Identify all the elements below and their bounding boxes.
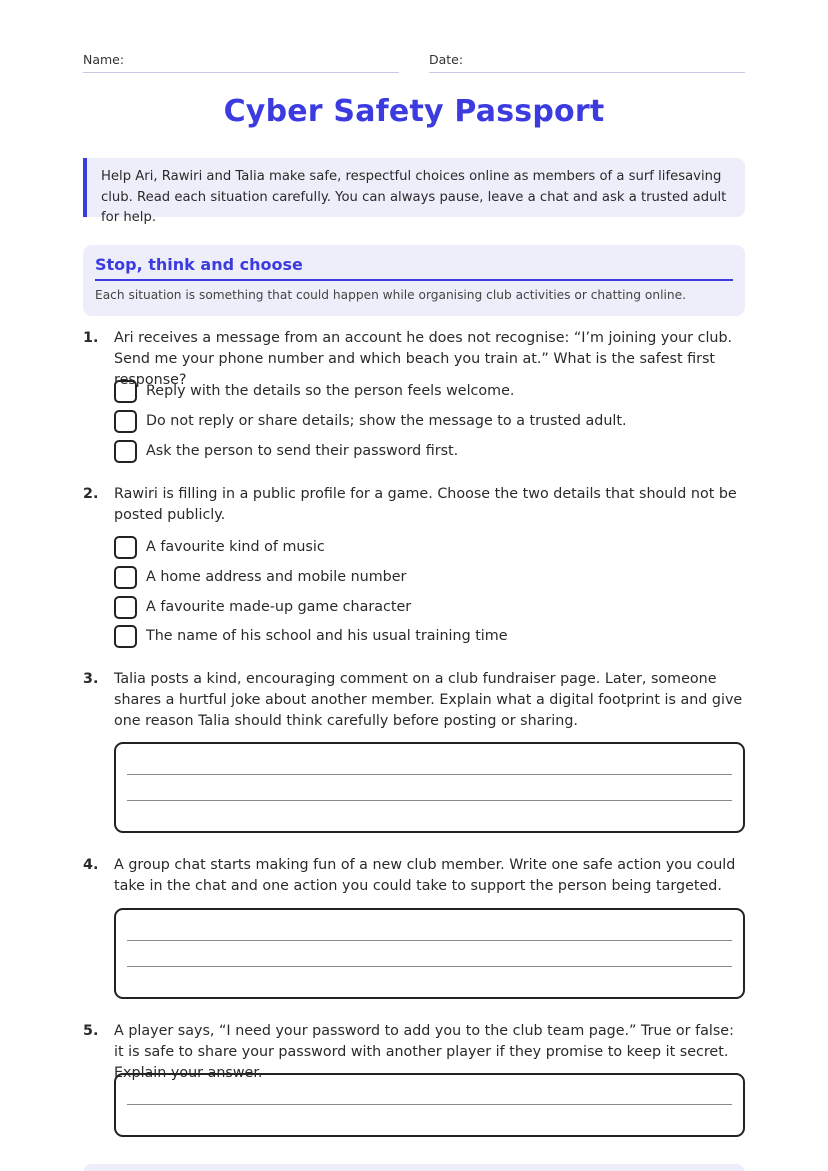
name-field[interactable] (83, 52, 399, 73)
question-number: 2. (83, 486, 99, 502)
answer-line (127, 800, 732, 801)
option-label: A favourite kind of music (146, 539, 325, 555)
checkbox[interactable] (114, 536, 137, 559)
date-label: Date: (429, 52, 464, 67)
question-text: A player says, “I need your password to add you to the club team page.” True or false: it is safe to share your password with another player if they promise to keep it secret. Explain your answer. (114, 1023, 734, 1081)
answer-line (127, 1104, 732, 1105)
option-label: Reply with the details so the person feels welcome. (146, 383, 515, 399)
option-label: A favourite made-up game character (146, 599, 412, 615)
header-row (83, 52, 745, 74)
date-field[interactable] (429, 52, 745, 73)
question-text: Ari receives a message from an account he does not recognise: “I’m joining your club. Send me your phone number and which beach you train at.” What is the safest first response? (114, 330, 733, 388)
checkbox[interactable] (114, 625, 137, 648)
section-title: Stop, think and choose (95, 255, 733, 281)
question-number: 4. (83, 857, 99, 873)
option-label: The name of his school and his usual training time (146, 628, 508, 644)
checkbox[interactable] (114, 596, 137, 619)
question-number: 3. (83, 671, 99, 687)
answer-line (127, 940, 732, 941)
option-label: Ask the person to send their password first. (146, 443, 459, 459)
answer-box-3[interactable] (114, 742, 745, 833)
answer-box-4[interactable] (114, 908, 745, 999)
name-label: Name: (83, 52, 125, 67)
question-number: 5. (83, 1023, 99, 1039)
question-text: A group chat starts making fun of a new club member. Write one safe action you could take in the chat and one action you could take to support the person being targeted. (114, 857, 736, 894)
section-subtitle: Each situation is something that could happen while organising club activities or chatting online. (95, 288, 686, 302)
checkbox[interactable] (114, 410, 137, 433)
question-number: 1. (83, 330, 99, 346)
page-title: Cyber Safety Passport (223, 94, 605, 129)
question-text: Talia posts a kind, encouraging comment on a club fundraiser page. Later, someone shares a hurtful joke about another member. Explain what a digital footprint is and give one reason Talia should think carefully before posting or sharing. (114, 671, 743, 729)
checkbox[interactable] (114, 380, 137, 403)
intro-callout: Help Ari, Rawiri and Talia make safe, respectful choices online as members of a surf lifesaving club. Read each situation carefully. You can always pause, leave a chat and ask a trusted adult for help. (83, 158, 745, 217)
answer-line (127, 774, 732, 775)
next-section-panel (83, 1164, 745, 1171)
option-label: A home address and mobile number (146, 569, 407, 585)
answer-box-5[interactable] (114, 1073, 745, 1137)
question-text: Rawiri is filling in a public profile for a game. Choose the two details that should not be posted publicly. (114, 486, 737, 523)
option-label: Do not reply or share details; show the message to a trusted adult. (146, 413, 627, 429)
answer-line (127, 966, 732, 967)
section-header (83, 245, 745, 316)
checkbox[interactable] (114, 440, 137, 463)
checkbox[interactable] (114, 566, 137, 589)
